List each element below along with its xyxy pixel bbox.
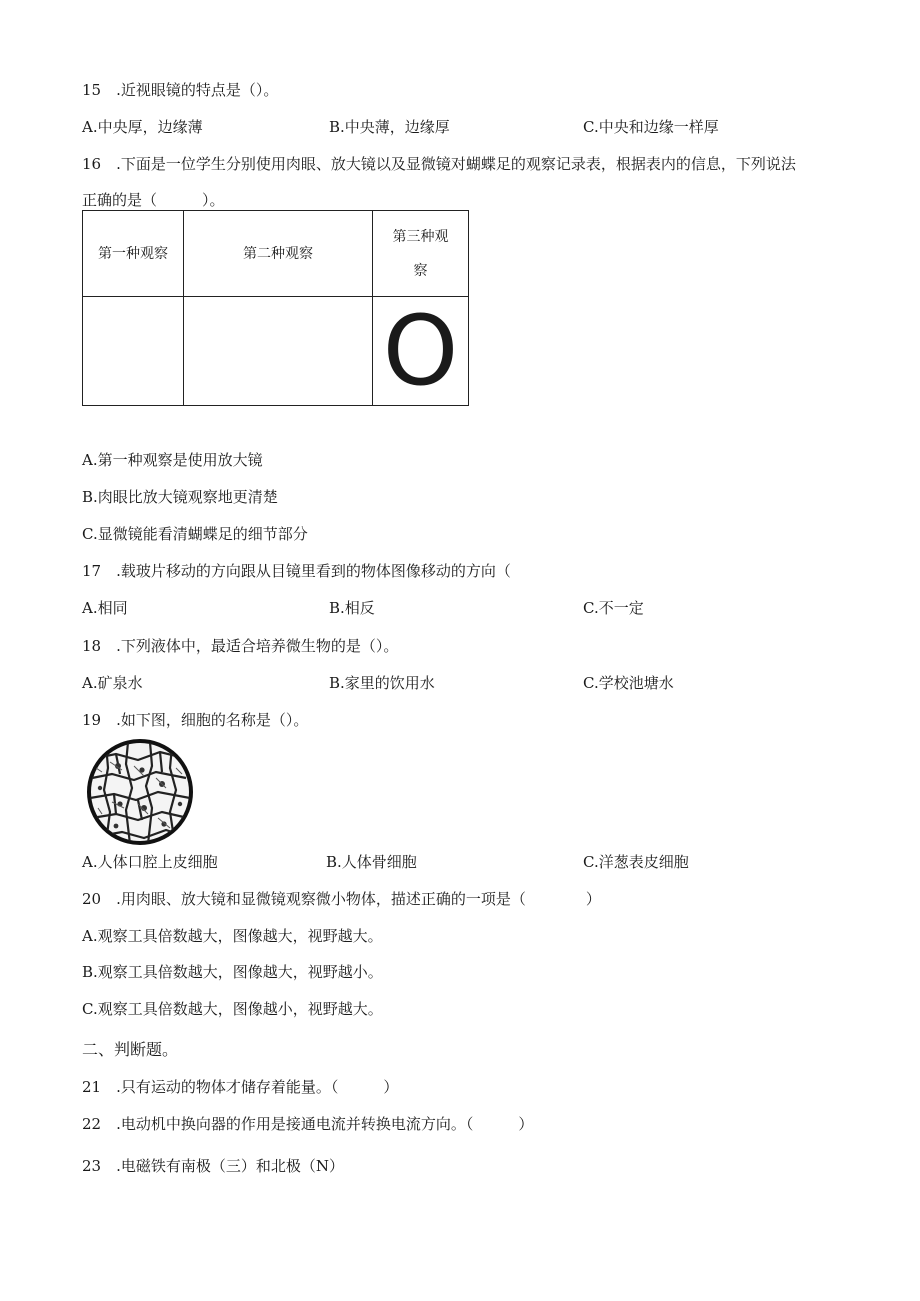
table-cell-third [373, 297, 469, 406]
q16-stem-line2: 正确的是（ ）。 [82, 191, 225, 209]
section-title-true-false: 二、判断题。 [82, 1040, 179, 1059]
q20-option-c: C.观察工具倍数越大，图像越小，视野越大。 [82, 1000, 383, 1018]
table-header-third-line1: 第三种观 [392, 228, 449, 245]
q18-stem: 18 .下列液体中，最适合培养微生物的是（）。 [82, 637, 399, 655]
q21-stem: 21 .只有运动的物体才储存着能量。（ ） [82, 1078, 399, 1096]
q16-option-a: A.第一种观察是使用放大镜 [82, 451, 263, 469]
q17-stem: 17 .载玻片移动的方向跟从目镜里看到的物体图像移动的方向（ [82, 562, 511, 580]
q16-stem-line1: 16 .下面是一位学生分别使用肉眼、放大镜以及显微镜对蝴蝶足的观察记录表，根据表内的信息，下列说法 [82, 155, 796, 173]
q15-option-a: A.中央厚，边缘薄 [82, 118, 203, 136]
q19-option-a: A.人体口腔上皮细胞 [82, 853, 218, 871]
table-cell-second [184, 297, 373, 406]
q19-option-b: B.人体骨细胞 [326, 853, 417, 871]
table-header-third [373, 211, 469, 297]
q20-option-a: A.观察工具倍数越大，图像越大，视野越大。 [82, 927, 383, 945]
q20-stem: 20 .用肉眼、放大镜和显微镜观察微小物体，描述正确的一项是（ ） [82, 890, 601, 908]
q15-option-c: C.中央和边缘一样厚 [583, 118, 719, 136]
table-header-first: 第一种观察 [83, 211, 184, 297]
q16-option-c: C.显微镜能看清蝴蝶足的细节部分 [82, 525, 308, 543]
table-cell-first [83, 297, 184, 406]
q18-option-c: C.学校池塘水 [583, 674, 674, 692]
onion-cell-micrograph [86, 738, 194, 846]
q22-stem: 22 .电动机中换向器的作用是接通电流并转换电流方向。（ ） [82, 1115, 534, 1133]
q16-option-b: B.肉眼比放大镜观察地更清楚 [82, 488, 278, 506]
q19-option-c: C.洋葱表皮细胞 [583, 853, 689, 871]
table-header-third-line2: 察 [413, 262, 428, 279]
q15-stem: 15 .近视眼镜的特点是（）。 [82, 81, 279, 99]
q15-option-b: B.中央薄，边缘厚 [329, 118, 450, 136]
observation-table [82, 210, 469, 406]
observation-symbol: O [382, 295, 459, 407]
q20-option-b: B.观察工具倍数越大，图像越大，视野越小。 [82, 963, 383, 981]
q23-stem: 23 .电磁铁有南极（三）和北极（N） [82, 1157, 344, 1175]
q17-option-c: C.不一定 [583, 599, 644, 617]
q18-option-b: B.家里的饮用水 [329, 674, 435, 692]
q17-option-b: B.相反 [329, 599, 375, 617]
q17-option-a: A.相同 [82, 599, 128, 617]
table-header-second: 第二种观察 [184, 211, 373, 297]
q18-option-a: A.矿泉水 [82, 674, 143, 692]
q19-stem: 19 .如下图，细胞的名称是（）。 [82, 711, 309, 729]
